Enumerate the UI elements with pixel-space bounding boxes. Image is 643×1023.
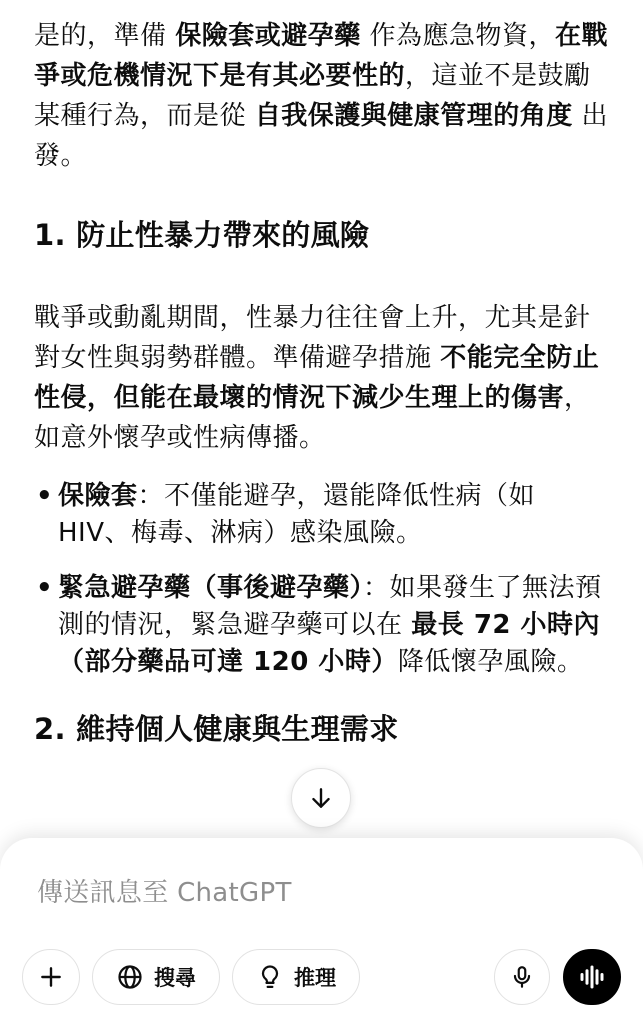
text-segment: 戰爭或動亂期間，性暴力往往會上升，尤其是針對女性與弱勢群體。準備避孕措施	[34, 303, 591, 373]
text-segment: 降低懷孕風險。	[397, 647, 584, 677]
bold-text: 保險套	[58, 481, 138, 511]
bold-text: 不能完全防止性侵，但能在最壞的情況下減少生理上的傷害	[34, 343, 600, 413]
bold-text: 自我保護與健康管理的角度	[254, 101, 573, 131]
bullet-text	[58, 481, 535, 548]
bullet-marker: •	[36, 481, 54, 511]
arrow-down-icon	[308, 785, 334, 811]
text-segment: ：不僅能避孕，還能降低性病（如 HIV、梅毒、淋病）感染風險。	[58, 481, 536, 548]
dictate-button[interactable]	[494, 949, 550, 1005]
text-segment: 作為應急物資，	[360, 21, 556, 51]
microphone-icon	[509, 964, 535, 990]
scroll-to-bottom-button[interactable]	[291, 768, 351, 828]
plus-icon	[38, 964, 64, 990]
bullet-list	[34, 478, 609, 681]
globe-icon	[116, 963, 144, 991]
voice-mode-button[interactable]	[563, 949, 621, 1005]
heading-2: 2. 維持個人健康與生理需求	[34, 712, 399, 746]
text-segment: 是的，準備	[34, 21, 176, 51]
reason-button-label: 推理	[294, 966, 336, 990]
reason-button[interactable]	[232, 949, 360, 1005]
attach-button[interactable]	[22, 949, 80, 1005]
bullet-item-condom	[34, 478, 609, 552]
paragraph-intro	[34, 16, 609, 176]
bold-text: 保險套或避孕藥	[175, 21, 361, 51]
text-segment: ，如意外懷孕或性病傳播。	[34, 383, 591, 453]
voice-waveform-icon	[577, 962, 607, 992]
message-input[interactable]: 傳送訊息至 ChatGPT	[37, 878, 292, 908]
text-segment: ：如果發生了無法預測的情況，緊急避孕藥可以在	[58, 573, 602, 640]
text-segment: 出發。	[34, 101, 609, 171]
bold-text: 最長 72 小時內（部分藥品可達 120 小時）	[58, 610, 601, 677]
bullet-text	[58, 573, 602, 677]
search-button[interactable]	[92, 949, 220, 1005]
bullet-item-emergency-pill	[34, 570, 609, 681]
paragraph-risk	[34, 298, 609, 458]
text-segment: ，這並不是鼓勵某種行為，而是從	[34, 61, 591, 131]
lightbulb-icon	[256, 963, 284, 991]
composer	[0, 838, 643, 1023]
search-button-label: 搜尋	[154, 966, 196, 990]
heading-1: 1. 防止性暴力帶來的風險	[34, 218, 370, 252]
bold-text: 緊急避孕藥（事後避孕藥）	[58, 573, 364, 603]
bold-text: 在戰爭或危機情況下是有其必要性的	[34, 21, 609, 91]
bullet-marker: •	[36, 573, 54, 603]
